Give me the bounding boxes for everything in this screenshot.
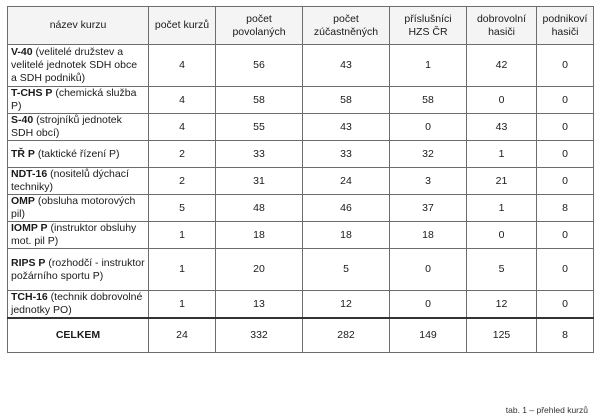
table-row xyxy=(8,141,594,168)
course-name-cell xyxy=(8,249,149,291)
course-count-cell: 5 xyxy=(149,195,216,222)
course-count-cell: 1 xyxy=(149,249,216,291)
course-count-cell: 4 xyxy=(149,114,216,141)
header-course-name: název kurzu xyxy=(8,7,149,45)
participants-cell: 18 xyxy=(303,222,390,249)
participants-cell: 46 xyxy=(303,195,390,222)
table-row xyxy=(8,195,594,222)
hzs-cell: 32 xyxy=(390,141,467,168)
header-course-count: počet kurzů xyxy=(149,7,216,45)
course-description: (nositelů dýchací techniky) xyxy=(11,168,129,193)
course-code: TŘ P xyxy=(11,147,35,160)
hzs-cell: 0 xyxy=(390,291,467,319)
course-description: (technik dobrovolné jednotky PO) xyxy=(11,291,143,316)
course-description: (strojníků jednotek SDH obcí) xyxy=(11,114,122,139)
company-cell: 0 xyxy=(537,222,594,249)
course-name-cell xyxy=(8,114,149,141)
course-code: S-40 xyxy=(11,114,34,126)
company-cell: 0 xyxy=(537,141,594,168)
course-name-cell xyxy=(8,195,149,222)
volunteers-cell: 12 xyxy=(467,291,537,319)
course-count-cell: 1 xyxy=(149,222,216,249)
hzs-cell: 0 xyxy=(390,249,467,291)
total-participants: 282 xyxy=(303,318,390,353)
total-volunteers: 125 xyxy=(467,318,537,353)
course-name-cell xyxy=(8,222,149,249)
course-code: RIPS P xyxy=(11,256,46,269)
course-count-cell: 4 xyxy=(149,87,216,114)
header-hzs-members: příslušníci HZS ČR xyxy=(390,7,467,45)
hzs-cell: 18 xyxy=(390,222,467,249)
course-code: V-40 xyxy=(11,46,33,58)
course-description: (velitelé družstev a velitelé jednotek SDH obce a SDH podniků) xyxy=(11,46,138,84)
total-label: CELKEM xyxy=(8,318,149,353)
company-cell: 8 xyxy=(537,195,594,222)
table-caption: tab. 1 – přehled kurzů xyxy=(505,405,588,415)
table-row xyxy=(8,114,594,141)
participants-cell: 43 xyxy=(303,114,390,141)
called-cell: 18 xyxy=(216,222,303,249)
total-course-count: 24 xyxy=(149,318,216,353)
course-name-cell xyxy=(8,45,149,87)
course-name-cell xyxy=(8,87,149,114)
hzs-cell: 37 xyxy=(390,195,467,222)
called-cell: 33 xyxy=(216,141,303,168)
volunteers-cell: 21 xyxy=(467,168,537,195)
hzs-cell: 1 xyxy=(390,45,467,87)
course-description: (taktické řízení P) xyxy=(34,147,120,160)
company-cell: 0 xyxy=(537,87,594,114)
volunteers-cell: 0 xyxy=(467,87,537,114)
called-cell: 58 xyxy=(216,87,303,114)
participants-cell: 43 xyxy=(303,45,390,87)
course-name-cell xyxy=(8,141,149,168)
course-code: TCH-16 xyxy=(11,291,48,303)
course-description: (instruktor obsluhy mot. pil P) xyxy=(11,222,137,247)
course-code: NDT-16 xyxy=(11,168,48,180)
course-code: T-CHS P xyxy=(11,87,53,99)
called-cell: 13 xyxy=(216,291,303,319)
course-count-cell: 2 xyxy=(149,168,216,195)
company-cell: 0 xyxy=(537,291,594,319)
header-participants: počet zúčastněných xyxy=(303,7,390,45)
company-cell: 0 xyxy=(537,45,594,87)
called-cell: 20 xyxy=(216,249,303,291)
called-cell: 56 xyxy=(216,45,303,87)
total-row xyxy=(8,318,594,353)
company-cell: 0 xyxy=(537,249,594,291)
volunteers-cell: 5 xyxy=(467,249,537,291)
volunteers-cell: 43 xyxy=(467,114,537,141)
total-hzs: 149 xyxy=(390,318,467,353)
participants-cell: 33 xyxy=(303,141,390,168)
total-called: 332 xyxy=(216,318,303,353)
table-header-row xyxy=(8,7,594,45)
volunteers-cell: 1 xyxy=(467,195,537,222)
course-code: OMP xyxy=(11,195,35,207)
participants-cell: 5 xyxy=(303,249,390,291)
course-count-cell: 2 xyxy=(149,141,216,168)
course-description: (obsluha motorových pil) xyxy=(11,195,136,220)
table-row xyxy=(8,291,594,319)
volunteers-cell: 0 xyxy=(467,222,537,249)
participants-cell: 58 xyxy=(303,87,390,114)
hzs-cell: 0 xyxy=(390,114,467,141)
called-cell: 31 xyxy=(216,168,303,195)
course-description: (chemická služba P) xyxy=(11,87,137,112)
table-row xyxy=(8,87,594,114)
courses-table xyxy=(7,6,594,353)
hzs-cell: 3 xyxy=(390,168,467,195)
course-code: IOMP P xyxy=(11,222,48,234)
table-row xyxy=(8,45,594,87)
header-called: počet povolaných xyxy=(216,7,303,45)
table-row xyxy=(8,249,594,291)
course-description: (rozhodčí - instruktor požárního sportu P) xyxy=(11,256,145,282)
company-cell: 0 xyxy=(537,168,594,195)
course-count-cell: 4 xyxy=(149,45,216,87)
course-count-cell: 1 xyxy=(149,291,216,319)
hzs-cell: 58 xyxy=(390,87,467,114)
course-name-cell xyxy=(8,291,149,319)
participants-cell: 24 xyxy=(303,168,390,195)
volunteers-cell: 42 xyxy=(467,45,537,87)
table-row xyxy=(8,168,594,195)
participants-cell: 12 xyxy=(303,291,390,319)
called-cell: 55 xyxy=(216,114,303,141)
header-volunteer-firefighters: dobrovolní hasiči xyxy=(467,7,537,45)
total-company: 8 xyxy=(537,318,594,353)
company-cell: 0 xyxy=(537,114,594,141)
volunteers-cell: 1 xyxy=(467,141,537,168)
header-company-firefighters: podnikoví hasiči xyxy=(537,7,594,45)
called-cell: 48 xyxy=(216,195,303,222)
course-name-cell xyxy=(8,168,149,195)
table-row xyxy=(8,222,594,249)
